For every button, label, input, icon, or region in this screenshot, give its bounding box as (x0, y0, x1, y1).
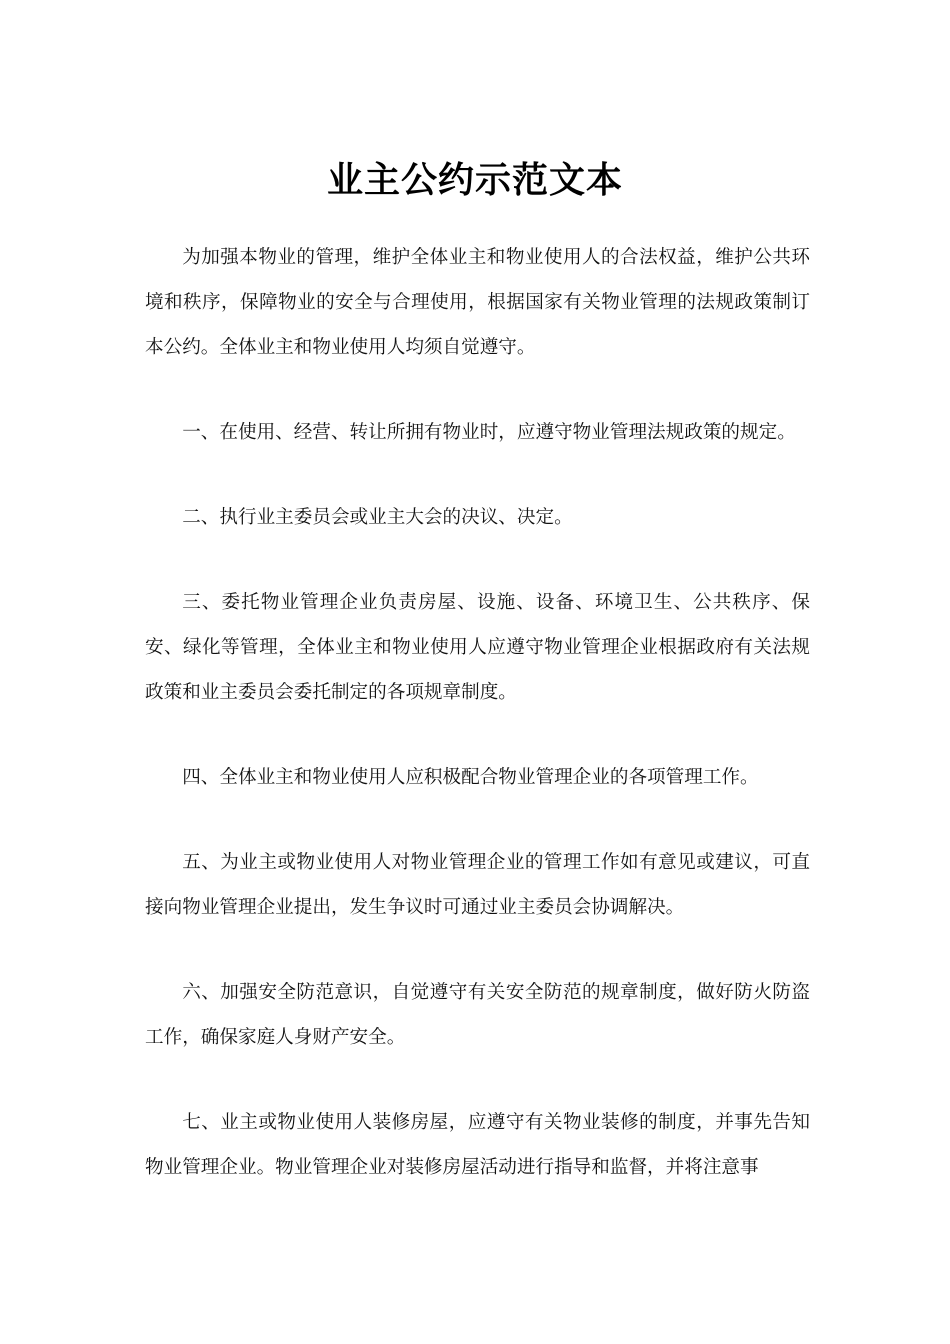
paragraph-gap (145, 370, 810, 410)
paragraph-preamble: 为加强本物业的管理，维护全体业主和物业使用人的合法权益，维护公共环境和秩序，保障物业的安全与合理使用，根据国家有关物业管理的法规政策制订本公约。全体业主和物业使用人均须自觉遵守。 (145, 247, 810, 358)
paragraph-gap (145, 930, 810, 970)
paragraph-gap (145, 1060, 810, 1100)
document-body (145, 235, 810, 1190)
paragraph-clause-2: 二、执行业主委员会或业主大会的决议、决定。 (182, 507, 573, 528)
paragraph-clause-3: 三、委托物业管理企业负责房屋、设施、设备、环境卫生、公共秩序、保安、绿化等管理，全体业主和物业使用人应遵守物业管理企业根据政府有关法规政策和业主委员会委托制定的各项规章制度。 (145, 592, 810, 703)
paragraph-gap (145, 540, 810, 580)
paragraph-clause-1: 一、在使用、经营、转让所拥有物业时，应遵守物业管理法规政策的规定。 (182, 422, 796, 443)
paragraph-clause-5: 五、为业主或物业使用人对物业管理企业的管理工作如有意见或建议，可直接向物业管理企业提出，发生争议时可通过业主委员会协调解决。 (145, 852, 810, 918)
paragraph-gap (145, 800, 810, 840)
document-title: 业主公约示范文本 (326, 159, 623, 201)
paragraph-clause-4: 四、全体业主和物业使用人应积极配合物业管理企业的各项管理工作。 (182, 767, 759, 788)
paragraph-gap (145, 715, 810, 755)
paragraph-gap (145, 455, 810, 495)
paragraph-clause-6: 六、加强安全防范意识，自觉遵守有关安全防范的规章制度，做好防火防盗工作，确保家庭人身财产安全。 (145, 982, 810, 1048)
paragraph-clause-7: 七、业主或物业使用人装修房屋，应遵守有关物业装修的制度，并事先告知物业管理企业。物业管理企业对装修房屋活动进行指导和监督，并将注意事 (145, 1112, 810, 1178)
